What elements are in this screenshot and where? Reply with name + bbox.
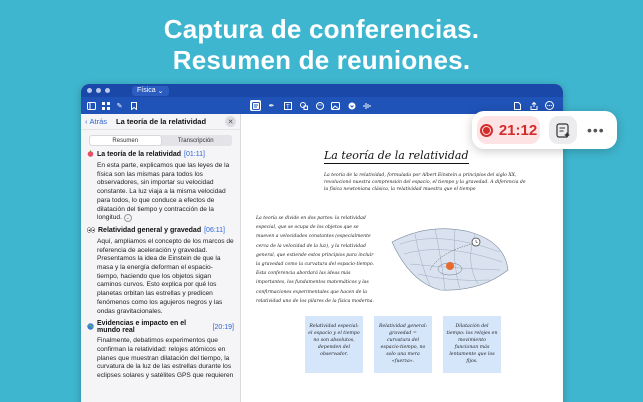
document-icon[interactable] — [512, 100, 523, 111]
section-body: Finalmente, debatimos experimentos que confirman la relatividad: relojes atómicos en planes que muestran dilatación del tiempo, la curvatura de la luz de las estrellas durante los eclipses solares y satélites GPS que requieren — [97, 337, 234, 380]
segmented-control — [89, 135, 232, 146]
tab-transcription[interactable]: Transcripción — [177, 137, 214, 144]
apple-icon — [87, 150, 94, 159]
summary-section — [81, 150, 240, 223]
compose-icon[interactable]: ✎ — [116, 102, 123, 110]
globe-icon — [87, 323, 94, 332]
section-heading — [87, 150, 234, 159]
note-ai-icon[interactable] — [250, 100, 261, 111]
document-title: La teoría de la relatividad — [324, 149, 469, 162]
document-name-menu[interactable] — [132, 86, 169, 96]
sidebar-title: La teoría de la relatividad — [116, 117, 207, 126]
recording-popover — [472, 111, 617, 149]
section-body — [87, 162, 234, 223]
summary-sidebar — [81, 114, 241, 402]
audio-icon[interactable] — [362, 100, 373, 111]
title-bar — [81, 84, 563, 97]
grid-icon[interactable] — [100, 100, 111, 111]
recording-time: 21:12 — [498, 121, 538, 139]
document-intro: La teoría de la relatividad, formulada por Albert Einstein a principios del siglo XX, revolucionó nuestra comprensión del espacio, el tiempo y la gravedad. A diferencia de la física newtoniana clásica, la relatividad muestra que el tiempo — [324, 173, 526, 192]
ellipsis-icon[interactable] — [544, 100, 555, 111]
share-icon[interactable] — [528, 100, 539, 111]
section-heading — [87, 320, 234, 334]
chevron-left-icon: ‹ — [85, 117, 88, 126]
window-minimize-dot[interactable] — [96, 88, 101, 93]
back-button[interactable] — [85, 117, 107, 126]
section-heading — [87, 227, 234, 235]
section-body: Aquí, ampliamos el concepto de los marcos de referencia de aceleración y gravedad. Presentamos la idea de Einstein de que la masa y la energía deforman el espacio-tiempo, haciendo que los objetos sigan caminos curvos. Esto explica por qué los planetas orbitan las estrellas y predicen fenómenos como los agujeros negros y las ondas gravitacionales. — [97, 237, 234, 315]
window-close-dot[interactable] — [87, 88, 92, 93]
close-icon[interactable]: ✕ — [225, 116, 236, 127]
expand-icon[interactable]: ⌄ — [125, 215, 130, 222]
headline-line-1: Captura de conferencias. — [163, 14, 480, 44]
document-canvas[interactable] — [242, 114, 563, 402]
section-title: La teoría de la relatividad — [97, 151, 182, 158]
eyes-icon — [87, 227, 95, 235]
tab-summary[interactable]: Resumen — [90, 136, 161, 145]
spacetime-illustration — [390, 212, 510, 307]
window-zoom-dot[interactable] — [105, 88, 110, 93]
timestamp-link[interactable]: [06:11] — [204, 227, 225, 235]
sidebar-icon[interactable] — [86, 100, 97, 111]
chevron-down-icon: ⌄ — [157, 87, 164, 95]
headline — [0, 14, 643, 76]
concept-card: Relatividad especial: el espacio y el tiempo no son absolutos, dependen del observador. — [305, 316, 363, 373]
concept-cards — [305, 316, 501, 373]
document-name: Física — [137, 87, 156, 94]
document-paragraph: La teoría se divide en dos partes: la relatividad especial, que se ocupa de los objetos que se mueven a velocidades constantes (especialmente cerca de la velocidad de la luz), y la relatividad general, que extiende estos principios para incluir la gravedad como la curvatura del espacio-tiempo. Esta conferencia abordará las ideas más importantes, los fundamentos matemáticos y las confirmaciones experimentales que hacen de la relatividad uno de los pilares de la física moderna. — [256, 216, 374, 304]
summary-section — [81, 320, 240, 381]
timestamp-link[interactable]: [20:19] — [212, 323, 234, 331]
more-icon[interactable]: ••• — [587, 122, 605, 138]
more-tools-icon[interactable] — [346, 100, 357, 111]
svg-text:T: T — [285, 104, 290, 110]
pen-icon[interactable]: ✒ — [268, 102, 275, 110]
concept-card: Relatividad general: gravedad = curvatura del espacio-tiempo, no solo una mera «fuerza». — [374, 316, 432, 373]
summary-section — [81, 227, 240, 316]
sticker-icon[interactable] — [314, 100, 325, 111]
back-label: Atrás — [89, 117, 108, 126]
section-title: Evidencias e impacto en el mundo real — [97, 320, 187, 335]
timestamp-link[interactable]: [01:11] — [184, 151, 205, 158]
sidebar-header — [81, 114, 240, 130]
record-icon — [480, 124, 493, 137]
notes-ai-button[interactable] — [549, 116, 577, 144]
note-ai-icon — [556, 123, 571, 138]
bookmark-icon[interactable] — [128, 100, 139, 111]
image-icon[interactable] — [330, 100, 341, 111]
concept-card: Dilatación del tiempo: los relojes en movimiento funcionan más lentamente que los fijos. — [443, 316, 501, 373]
section-title: Relatividad general y gravedad — [98, 227, 202, 235]
headline-line-2: Resumen de reuniones. — [172, 45, 471, 75]
recording-button[interactable] — [477, 116, 540, 144]
textbox-icon[interactable] — [282, 100, 293, 111]
shapes-icon[interactable] — [298, 100, 309, 111]
section-text: En esta parte, explicamos que las leyes de la física son las mismas para todos los observadores, sin importar su velocidad constante. La luz viaja a la misma velocidad para todos, lo que conduce a efectos de dilatación del tiempo y contracción de la longitud. — [97, 162, 230, 222]
